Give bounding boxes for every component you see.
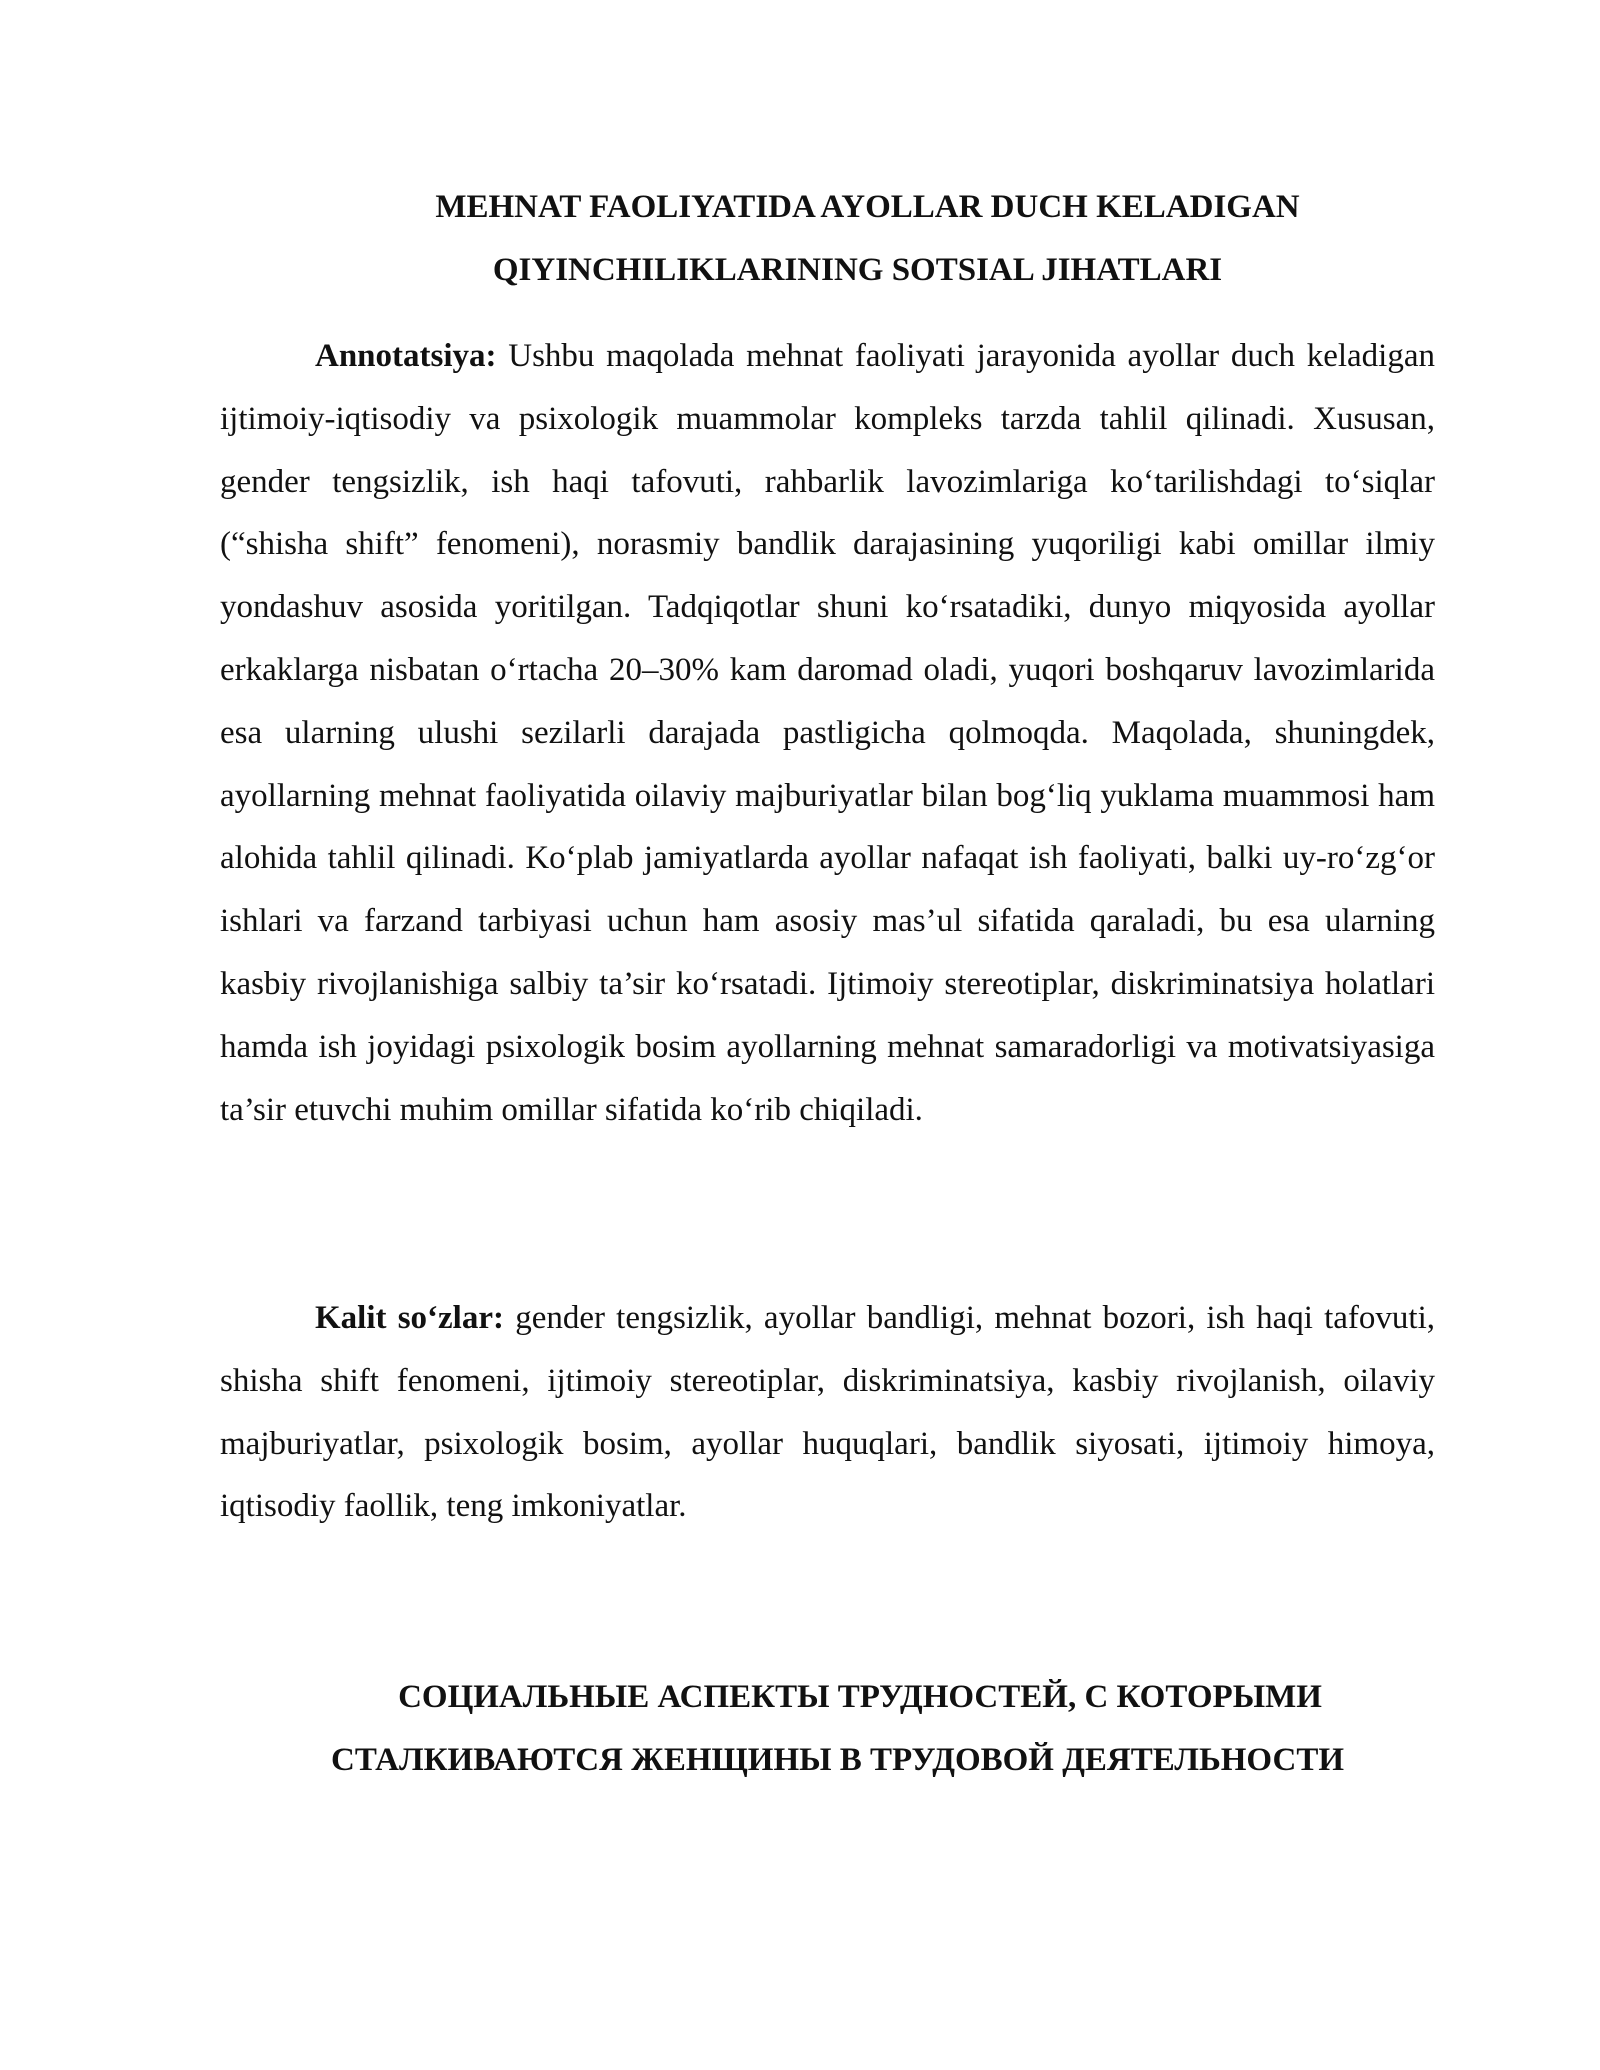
title-ru-line-1: СОЦИАЛЬНЫЕ АСПЕКТЫ ТРУДНОСТЕЙ, С КОТОРЫМИ: [398, 1679, 1322, 1715]
abstract-paragraph: [220, 325, 1435, 1141]
abstract-label: Annotatsiya:: [315, 338, 497, 374]
article-title-russian: [220, 1666, 1455, 1792]
keywords-text: gender tengsizlik, ayollar bandligi, mehnat bozori, ish haqi tafovuti, shisha shift fenomeni, ijtimoiy stereotiplar, diskriminatsiya, kasbiy rivojlanish, oilaviy majburiyatlar, psixologik bosim, ayollar huquqlari, bandlik siyosati, ijtimoiy himoya, iqtisodiy faollik, teng imkoniyatlar.: [220, 1300, 1436, 1525]
title-uz-line-1: MEHNAT FAOLIYATIDA AYOLLAR DUCH KELADIGAN: [435, 189, 1300, 225]
article-title-uzbek: [220, 176, 1455, 302]
title-uz-line-2: QIYINCHILIKLARINING SOTSIAL JIHATLARI: [492, 252, 1223, 288]
keywords-label: Kalit so‘zlar:: [315, 1300, 504, 1336]
abstract-text: Ushbu maqolada mehnat faoliyati jarayonida ayollar duch keladigan ijtimoiy-iqtisodiy va psixologik muammolar kompleks tarzda tahlil qilinadi. Xususan, gender tengsizlik, ish haqi tafovuti, rahbarlik lavozimlariga ko‘tarilishdagi to‘siqlar (“shisha shift” fenomeni), norasmiy bandlik darajasining yuqoriligi kabi omillar ilmiy yondashuv asosida yoritilgan. Tadqiqotlar shuni ko‘rsatadiki, dunyo miqyosida ayollar erkaklarga nisbatan o‘rtacha 20–30% kam daromad oladi, yuqori boshqaruv lavozimlarida esa ularning ulushi sezilarli darajada pastligicha qolmoqda. Maqolada, shuningdek, ayollarning mehnat faoliyatida oilaviy majburiyatlar bilan bog‘liq yuklama muammosi ham alohida tahlil qilinadi. Ko‘plab jamiyatlarda ayollar nafaqat ish faoliyati, balki uy-ro‘zg‘or ishlari va farzand tarbiyasi uchun ham asosiy mas’ul sifatida qaraladi, bu esa ularning kasbiy rivojlanishiga salbiy ta’sir ko‘rsatadi. Ijtimoiy stereotiplar, diskriminatsiya holatlari hamda ish joyidagi psixologik bosim ayollarning mehnat samaradorligi va motivatsiyasiga ta’sir etuvchi muhim omillar sifatida ko‘rib chiqiladi.: [220, 338, 1435, 1128]
keywords-paragraph: [220, 1287, 1435, 1538]
title-ru-line-2: СТАЛКИВАЮТСЯ ЖЕНЩИНЫ В ТРУДОВОЙ ДЕЯТЕЛЬНОСТИ: [330, 1742, 1345, 1778]
